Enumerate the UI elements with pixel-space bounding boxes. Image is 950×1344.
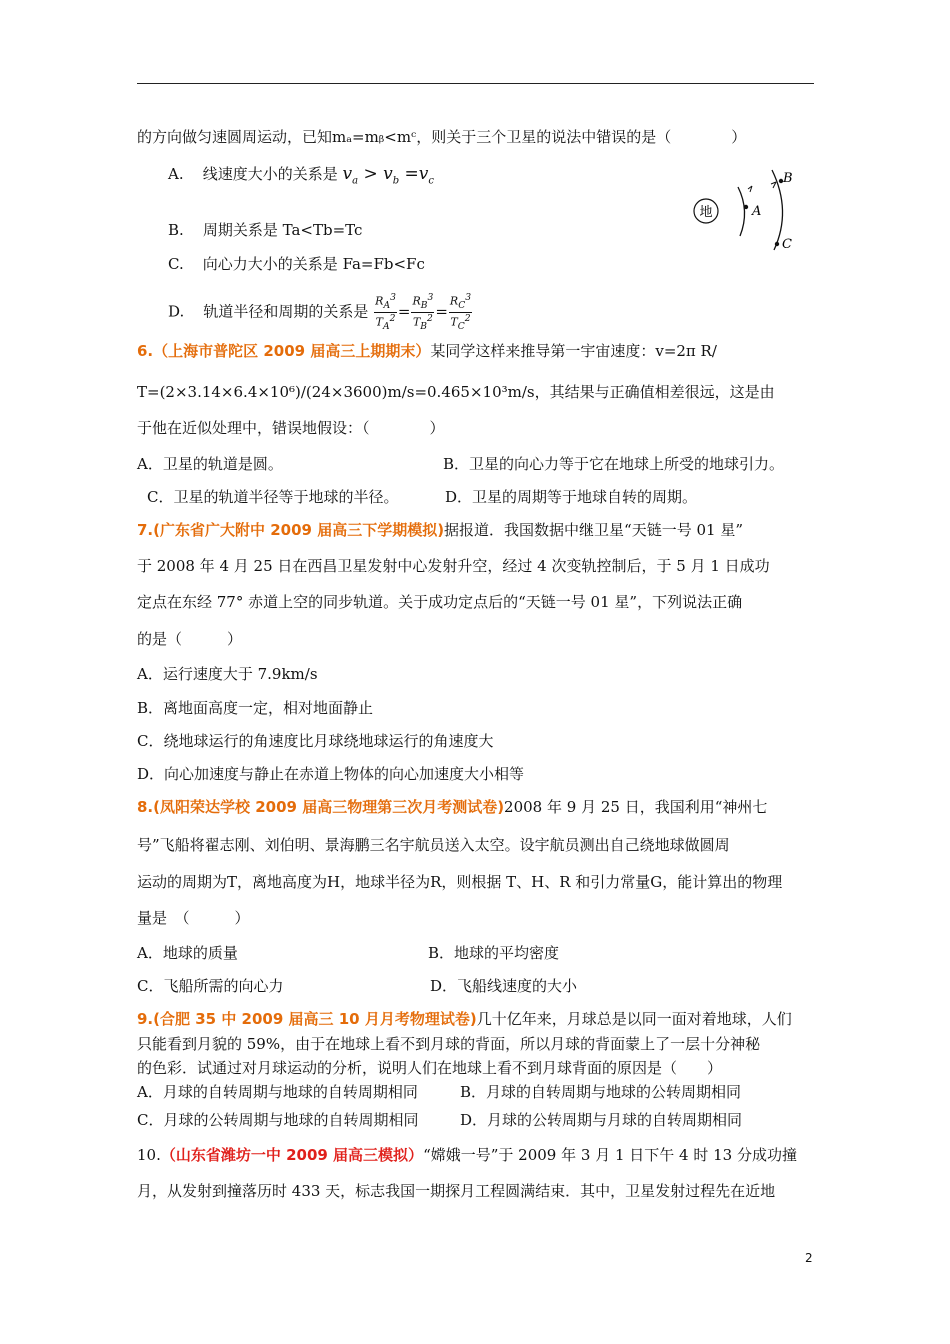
- q6-line-1: [137, 341, 717, 361]
- q5-stem: 的方向做匀速圆周运动，已知mₐ=mᵦ<mᶜ，则关于三个卫星的说法中错误的是（ ）: [137, 128, 747, 146]
- earth-label: 地: [699, 205, 713, 220]
- q9-option-c: C．月球的公转周期与地球的自转周期相同: [137, 1111, 419, 1129]
- q7-option-d: D．向心加速度与静止在赤道上物体的向心加速度大小相等: [137, 765, 525, 783]
- q8-text-1: 2008 年 9 月 25 日，我国利用“神州七: [504, 798, 768, 816]
- q7-text-1: 据报道．我国数据中继卫星“天链一号 01 星”: [444, 521, 744, 539]
- q7-line-2: 于 2008 年 4 月 25 日在西昌卫星发射中心发射升空，经过 4 次变轨控制后，于 5 月 1 日成功: [137, 557, 770, 575]
- q8-line-2: 号”飞船将翟志刚、刘伯明、景海鹏三名宇航员送入太空。设宇航员测出自己绕地球做圆周: [137, 836, 730, 854]
- label-b: B: [783, 171, 793, 186]
- q6-option-c: C．卫星的轨道半径等于地球的半径。: [147, 488, 399, 506]
- q5-option-a: [168, 164, 434, 191]
- q6-option-a: A．卫星的轨道是圆。: [137, 455, 283, 473]
- q6-option-b: B．卫星的向心力等于它在地球上所受的地球引力。: [443, 455, 785, 473]
- q5-fraction-b: $\frac{R_B^3}{T_B^2}$: [412, 292, 434, 332]
- q7-option-b: B．离地面高度一定，相对地面静止: [137, 699, 374, 717]
- q7-source: (广东省广大附中 2009 届高三下学期模拟): [153, 521, 445, 539]
- q6-option-d: D．卫星的周期等于地球自转的周期。: [445, 488, 698, 506]
- q5-option-d-text: 轨道半径和周期的关系是: [203, 302, 369, 321]
- satellite-c-dot: [775, 242, 779, 246]
- q6-number: 6.: [137, 342, 154, 360]
- arrow-b: [771, 182, 776, 188]
- q5-fraction-c: $\frac{R_C^3}{T_C^2}$: [449, 292, 472, 332]
- q8-line-3: 运动的周期为T，离地高度为H，地球半径为R，则根据 T、H、R 和引力常量G，能计算出的物理: [137, 873, 783, 891]
- q7-option-c: C．绕地球运行的角速度比月球绕地球运行的角速度大: [137, 732, 494, 750]
- arrow-a: [748, 186, 752, 192]
- q8-source: (凤阳荣达学校 2009 届高三物理第三次月考测试卷): [153, 798, 505, 816]
- q7-option-a: A．运行速度大于 7.9km/s: [137, 665, 318, 683]
- header-rule: [137, 83, 814, 84]
- q9-line-2: 只能看到月貌的 59%，由于在地球上看不到月球的背面，所以月球的背面蒙上了一层十分神秘: [137, 1035, 761, 1053]
- q5-option-d-label: D.: [168, 302, 185, 321]
- q8-line-4: 量是 （ ）: [137, 909, 250, 927]
- q5-option-b: [168, 220, 362, 240]
- q6-source: （上海市普陀区 2009 届高三上期期末）: [153, 342, 431, 360]
- q8-option-c: C．飞船所需的向心力: [137, 977, 284, 995]
- q10-number: 10.: [137, 1146, 161, 1164]
- page-number: 2: [805, 1251, 813, 1265]
- q7-line-1: [137, 520, 743, 540]
- q7-line-3: 定点在东经 77° 赤道上空的同步轨道。关于成功定点后的“天链一号 01 星”，下列说法正确: [137, 593, 743, 611]
- q5-option-a-text: 线速度大小的关系是: [202, 165, 338, 183]
- satellite-a-dot: [744, 205, 748, 209]
- q5-option-b-label: B.: [168, 221, 184, 239]
- q9-number: 9.: [137, 1010, 154, 1028]
- q8-option-b: B．地球的平均密度: [428, 944, 560, 962]
- q6-text-1: 某同学这样来推导第一宇宙速度：v=2π R/: [430, 342, 717, 360]
- q5-option-a-label: A.: [168, 165, 184, 183]
- q9-option-b: B．月球的自转周期与地球的公转周期相同: [460, 1083, 742, 1101]
- inner-orbit-arc: [738, 187, 745, 236]
- q7-number: 7.: [137, 521, 154, 539]
- q9-source: (合肥 35 中 2009 届高三 10 月月考物理试卷): [153, 1010, 477, 1028]
- q10-text-1: “嫦娥一号”于 2009 年 3 月 1 日下午 4 时 13 分成功撞: [423, 1146, 797, 1164]
- q9-option-a: A．月球的自转周期与地球的自转周期相同: [137, 1083, 418, 1101]
- q6-line-3: 于他在近似处理中，错误地假设：（ ）: [137, 419, 445, 437]
- q9-line-3: 的色彩．试通过对月球运动的分析，说明人们在地球上看不到月球背面的原因是（ ）: [137, 1059, 723, 1077]
- q10-line-2: 月，从发射到撞落历时 433 天，标志我国一期探月工程圆满结束．其中，卫星发射过程先在近地: [137, 1182, 776, 1200]
- label-c: C: [782, 237, 792, 252]
- q9-option-d: D．月球的公转周期与月球的自转周期相同: [460, 1111, 743, 1129]
- satellite-orbit-diagram: [680, 162, 810, 262]
- q9-line-1: [137, 1009, 792, 1029]
- q5-option-c-text: 向心力大小的关系是 Fa=Fb<Fc: [202, 255, 425, 273]
- q5-fraction-a: $\frac{R_A^3}{T_A^2}$: [375, 292, 396, 332]
- q8-number: 8.: [137, 798, 154, 816]
- q10-line-1: [137, 1145, 797, 1165]
- q5-option-c-label: C.: [168, 255, 184, 273]
- q6-line-2: T=(2×3.14×6.4×10⁶)/(24×3600)m/s=0.465×10³m/s，其结果与正确值相差很远，这是由: [137, 383, 775, 401]
- q9-text-1: 几十亿年来，月球总是以同一面对着地球，人们: [476, 1010, 792, 1028]
- label-a: A: [752, 204, 762, 219]
- q8-option-a: A．地球的质量: [137, 944, 238, 962]
- q7-line-4: 的是（ ）: [137, 630, 243, 648]
- q5-option-d: D. 轨道半径和周期的关系是 $\frac{R_A^3}{T_A^2}$ = $\frac{R_B^3}{T_B^2}$ = $\frac{R_C^3}{T_C^2}$: [168, 292, 472, 332]
- q5-option-b-text: 周期关系是 Ta<Tb=Tc: [202, 221, 363, 239]
- q5-option-c: [168, 254, 425, 274]
- q8-option-d: D．飞船线速度的大小: [430, 977, 578, 995]
- q10-source: （山东省潍坊一中 2009 届高三模拟）: [160, 1146, 424, 1164]
- q5-velocity-formula: $v_a > v_b =v_c$: [342, 164, 434, 187]
- q8-line-1: [137, 797, 767, 817]
